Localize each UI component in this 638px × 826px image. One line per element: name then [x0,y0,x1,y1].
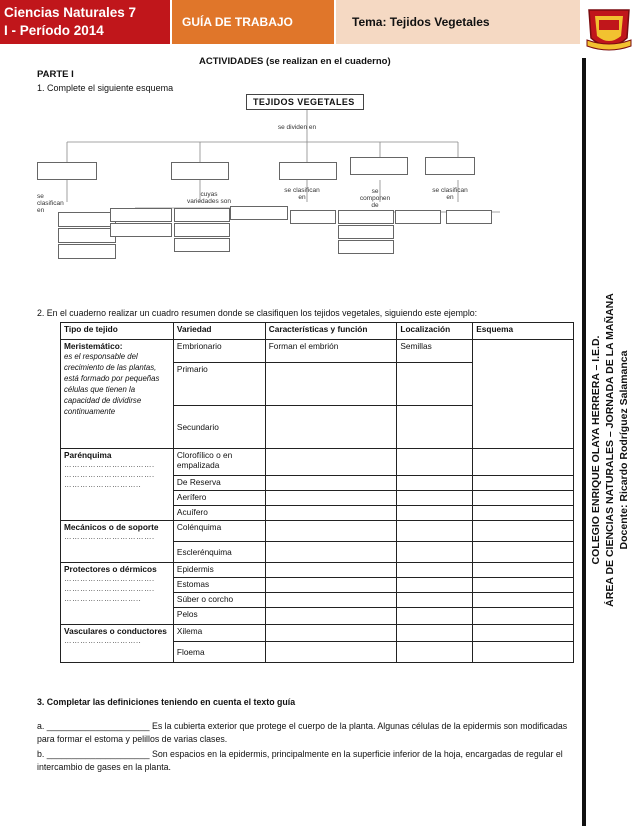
course-title: Ciencias Naturales 7 [4,5,137,20]
topic-label: Tema: Tejidos Vegetales [336,0,580,44]
table-row: Vasculares o conductores ……………………….. Xilema [61,625,574,642]
table-row: Esclerénquima [61,542,574,563]
link-label-2: cuyas variedades son [186,191,232,205]
table-row: Secundario [61,406,574,449]
question-two: 2. En el cuaderno realizar un cuadro resumen donde se clasifiquen los tejidos vegetales, siguiendo este ejemplo: [37,308,478,318]
header-tipo: Tipo de tejido [61,323,174,340]
header-localizacion: Localización [397,323,473,340]
link-label-5: se clasifican en [432,187,468,201]
link-label-1: se clasifican en [37,193,64,214]
teacher-name: Docente: Ricardo Rodríguez Salamanca [618,350,630,550]
leaf-box [338,225,394,239]
definition-b: b. _____________________ Son espacios en la epidermis, principalmente en la superficie inferior de la hoja, encargadas de regular el intercambio de gases en la planta. [37,749,563,772]
table-row: De Reserva [61,476,574,491]
concept-root-label: TEJIDOS VEGETALES [253,97,355,107]
leaf-box [338,240,394,254]
table-row: Parénquima ……………………………. ……………………………. ……………………….. Clorofílico o en empalizada [61,449,574,476]
table-row: Estomas [61,578,574,593]
tissue-vasculares: Vasculares o conductores ……………………….. [61,625,174,663]
department-name: ÁREA DE CIENCIAS NATURALES – JORNADA DE LA MAÑANA [604,293,616,607]
school-name: COLEGIO ENRIQUE OLAYA HERRERA – I.E.D. [590,335,602,565]
table-row: Mecánicos o de soporte ……………………………. Colénquima [61,521,574,542]
branch-box-4 [350,157,408,175]
root-link-label: se dividen en [277,124,317,131]
school-crest-icon [583,4,635,54]
table-row: Primario [61,363,574,406]
course-period: I - Período 2014 [4,23,104,38]
branch-box-5 [425,157,475,175]
summary-table [60,322,574,663]
table-row: Acuífero [61,506,574,521]
link-label-4: se componen de [359,188,391,209]
leaf-box [174,208,230,222]
branch-box-1 [37,162,97,180]
branch-box-3 [279,162,337,180]
guide-label: GUÍA DE TRABAJO [172,0,334,44]
leaf-box [338,210,394,224]
leaf-box [58,212,116,227]
table-row: Floema [61,642,574,663]
table-row: Aerífero [61,491,574,506]
leaf-box [230,206,288,220]
leaf-box [174,238,230,252]
question-one: 1. Complete el siguiente esquema [37,83,174,93]
table-row: Protectores o dérmicos ……………………………. ……………………………. ……………………….. Epidermis [61,563,574,578]
tissue-meristematico: Meristemático: es el responsable del crecimiento de las plantas, está formado por pequeñas células que tienen la capacidad de dividirse continuamente [61,340,174,449]
table-row: Meristemático: es el responsable del crecimiento de las plantas, está formado por pequeñas células que tienen la capacidad de dividirse continuamente Embrionario Forman el embrión Semillas [61,340,574,363]
activities-title: ACTIVIDADES (se realizan en el cuaderno) [199,56,391,67]
leaf-box [110,208,172,222]
tissue-mecanicos: Mecánicos o de soporte ……………………………. [61,521,174,563]
leaf-box [290,210,336,224]
part-one-heading: PARTE I [37,69,74,80]
course-banner [0,0,170,44]
tissue-parenquima: Parénquima ……………………………. ……………………………. ……………………….. [61,449,174,521]
table-header-row [61,323,574,340]
leaf-box [174,223,230,237]
branch-box-2 [171,162,229,180]
table-row: Pelos [61,608,574,625]
leaf-box [446,210,492,224]
leaf-box [58,228,116,243]
table-row: Súber o corcho [61,593,574,608]
definition-a: a. _____________________ Es la cubierta exterior que protege el cuerpo de la planta. Algunas células de la epidermis son modificadas para formar el estoma y pelillos de varias clases. [37,721,568,744]
leaf-box [58,244,116,259]
question-three: 3. Completar las definiciones teniendo en cuenta el texto guía [37,697,296,707]
link-label-3: se clasifican en [284,187,320,201]
sidebar-rule [582,58,586,826]
header-variedad: Variedad [173,323,265,340]
leaf-box [110,223,172,237]
school-sidebar [589,293,631,607]
header-caracteristicas: Características y función [265,323,397,340]
leaf-box [395,210,441,224]
tissue-protectores: Protectores o dérmicos ……………………………. ……………………………. ……………………….. [61,563,174,625]
header-esquema: Esquema [473,323,574,340]
